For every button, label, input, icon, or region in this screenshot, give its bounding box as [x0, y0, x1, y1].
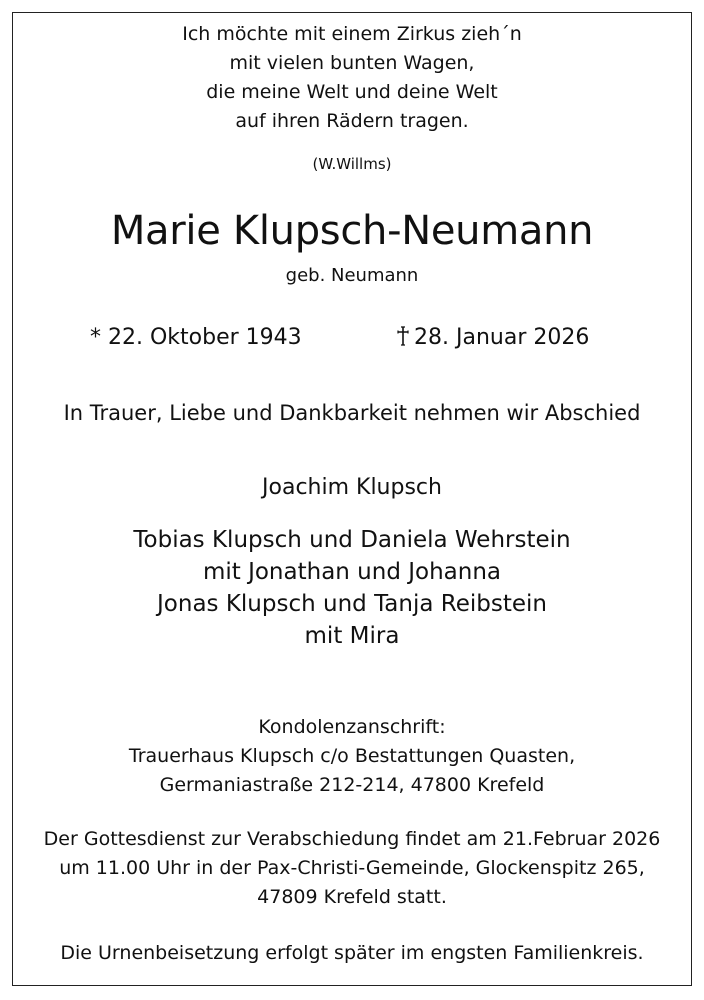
family-line: mit Jonathan und Johanna — [202, 559, 502, 585]
deceased-name: Marie Klupsch-Neumann — [110, 208, 594, 254]
mourning-text: In Trauer, Liebe und Dankbarkeit nehmen wir Abschied — [63, 401, 641, 425]
service-line: 47809 Krefeld statt. — [257, 886, 447, 908]
birth-date: * 22. Oktober 1943 — [90, 325, 302, 350]
condolence-line: Trauerhaus Klupsch c/o Bestattungen Quasten, — [128, 745, 576, 767]
birth-name: geb. Neumann — [285, 265, 419, 286]
poem-line: Ich möchte mit einem Zirkus zieh´n — [182, 23, 522, 45]
condolence-heading: Kondolenzanschrift: — [258, 716, 446, 738]
condolence-line: Germaniastraße 212-214, 47800 Krefeld — [159, 774, 545, 796]
service-line: Der Gottesdienst zur Verabschiedung findet am 21.Februar 2026 — [43, 828, 661, 850]
poem-author: (W.Willms) — [312, 155, 392, 173]
death-date: 28. Januar 2026 — [414, 325, 590, 350]
cross-icon — [396, 326, 410, 346]
family-line: Tobias Klupsch und Daniela Wehrstein — [133, 527, 571, 553]
poem-line: auf ihren Rädern tragen. — [235, 110, 469, 132]
family-line: mit Mira — [304, 623, 400, 649]
burial-note: Die Urnenbeisetzung erfolgt später im engsten Familienkreis. — [60, 942, 644, 964]
family-line: Jonas Klupsch und Tanja Reibstein — [157, 591, 547, 617]
death-date-group — [396, 325, 589, 350]
poem-line: die meine Welt und deine Welt — [206, 81, 498, 103]
poem-line: mit vielen bunten Wagen, — [229, 52, 475, 74]
service-line: um 11.00 Uhr in der Pax-Christi-Gemeinde, Glockenspitz 265, — [59, 857, 645, 879]
spouse-name: Joachim Klupsch — [262, 475, 442, 500]
